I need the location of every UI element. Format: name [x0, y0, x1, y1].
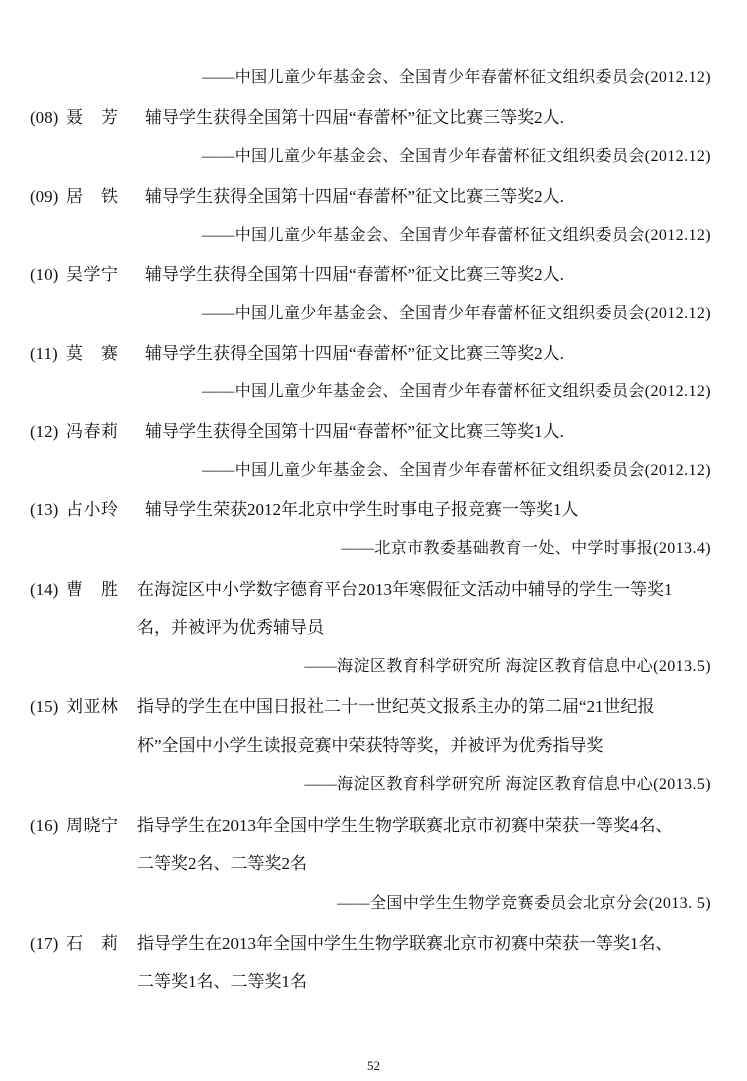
teacher-name: 莫 赛 [66, 344, 119, 363]
entry-number: (10) [30, 265, 59, 284]
award-source: ——中国儿童少年基金会、全国青少年春蕾杯征文组织委员会(2012.12) [201, 383, 711, 400]
teacher-name: 周晓宁 [66, 816, 119, 835]
entry-number: (16) [30, 816, 59, 835]
award-description-continued: 二等奖1名、二等奖1名 [137, 972, 307, 991]
page-number: 52 [367, 1058, 380, 1073]
award-description: 指导学生在2013年全国中学生生物学联赛北京市初赛中荣获一等奖1名、 [137, 934, 673, 953]
teacher-name: 刘亚林 [66, 697, 119, 716]
entry-number: (12) [30, 422, 59, 441]
entry-number: (08) [30, 108, 59, 127]
entry-number: (09) [30, 187, 59, 206]
entry-number: (15) [30, 697, 59, 716]
entry-number: (13) [30, 500, 59, 519]
teacher-name: 聂 芳 [66, 108, 119, 127]
award-source: ——中国儿童少年基金会、全国青少年春蕾杯征文组织委员会(2012.12) [201, 462, 711, 479]
teacher-name: 曹 胜 [66, 580, 119, 599]
award-description: 指导学生在2013年全国中学生生物学联赛北京市初赛中荣获一等奖4名、 [137, 816, 673, 835]
award-source: ——中国儿童少年基金会、全国青少年春蕾杯征文组织委员会(2012.12) [201, 227, 711, 244]
award-source: ——全国中学生生物学竞赛委员会北京分会(2013. 5) [337, 895, 711, 912]
award-description-continued: 二等奖2名、二等奖2名 [137, 854, 307, 873]
award-source: ——海淀区教育科学研究所 海淀区教育信息中心(2013.5) [304, 658, 711, 675]
award-description: 指导的学生在中国日报社二十一世纪英文报系主办的第二届“21世纪报 [137, 697, 655, 716]
teacher-name: 石 莉 [66, 934, 119, 953]
award-description: 在海淀区中小学数字德育平台2013年寒假征文活动中辅导的学生一等奖1 [137, 580, 673, 599]
award-source: ——北京市教委基础教育一处、中学时事报(2013.4) [341, 540, 711, 557]
teacher-name: 居 铁 [66, 187, 119, 206]
entry-number: (14) [30, 580, 59, 599]
teacher-name: 冯春莉 [66, 422, 119, 441]
award-description-continued: 名，并被评为优秀辅导员 [137, 618, 324, 637]
award-source-top: ——中国儿童少年基金会、全国青少年春蕾杯征文组织委员会(2012.12) [201, 69, 711, 86]
award-source: ——中国儿童少年基金会、全国青少年春蕾杯征文组织委员会(2012.12) [201, 305, 711, 322]
award-description: 辅导学生荣获2012年北京中学生时事电子报竞赛一等奖1人 [145, 500, 579, 519]
award-description: 辅导学生获得全国第十四届“春蕾杯”征文比赛三等奖2人. [145, 265, 564, 284]
award-description-continued: 杯”全国中小学生读报竞赛中荣获特等奖，并被评为优秀指导奖 [137, 736, 604, 755]
award-description: 辅导学生获得全国第十四届“春蕾杯”征文比赛三等奖2人. [145, 187, 564, 206]
entry-number: (17) [30, 934, 59, 953]
entry-number: (11) [30, 344, 58, 363]
award-source: ——海淀区教育科学研究所 海淀区教育信息中心(2013.5) [304, 776, 711, 793]
award-source: ——中国儿童少年基金会、全国青少年春蕾杯征文组织委员会(2012.12) [201, 148, 711, 165]
award-description: 辅导学生获得全国第十四届“春蕾杯”征文比赛三等奖1人. [145, 422, 564, 441]
award-description: 辅导学生获得全国第十四届“春蕾杯”征文比赛三等奖2人. [145, 344, 564, 363]
teacher-name: 吴学宁 [66, 265, 119, 284]
award-description: 辅导学生获得全国第十四届“春蕾杯”征文比赛三等奖2人. [145, 108, 564, 127]
teacher-name: 占小玲 [66, 500, 119, 519]
